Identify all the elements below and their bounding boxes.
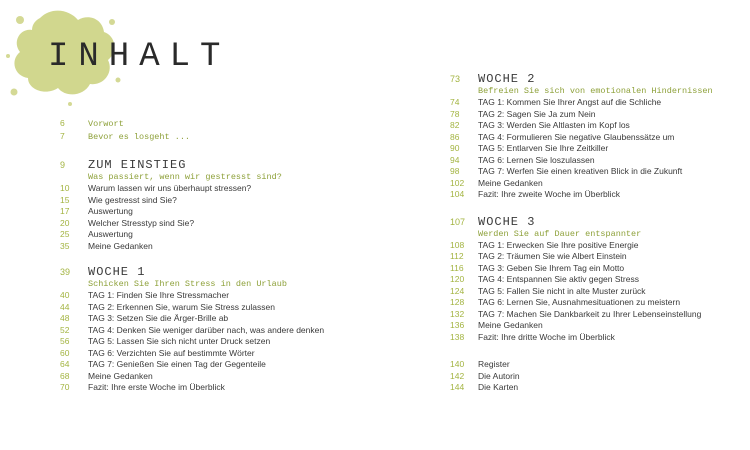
entry-label: Wie gestresst sind Sie?	[88, 194, 177, 205]
toc-entry[interactable]	[60, 131, 360, 144]
toc-entry[interactable]	[60, 371, 360, 383]
page-number: 108	[450, 239, 465, 250]
page-number: 52	[60, 324, 70, 335]
entry-label: TAG 6: Verzichten Sie auf bestimmte Wörter	[88, 347, 255, 358]
entry-label: Auswertung	[88, 229, 133, 239]
entry-label: TAG 1: Erwecken Sie Ihre positive Energie	[478, 239, 639, 250]
page-number: 56	[60, 336, 70, 346]
section-title: WOCHE 3	[478, 214, 536, 229]
entry-label: Meine Gedanken	[478, 320, 543, 330]
entry-label: TAG 3: Werden Sie Altlasten im Kopf los	[478, 120, 630, 130]
toc-entry[interactable]	[450, 120, 730, 132]
entry-label: TAG 2: Träumen Sie wie Albert Einstein	[478, 251, 627, 261]
entry-label: Meine Gedanken	[88, 240, 153, 251]
entry-label: TAG 7: Werfen Sie einen kreativen Blick in die Zukunft	[478, 166, 683, 176]
toc-left-column	[60, 118, 360, 394]
toc-entry[interactable]	[60, 218, 360, 230]
page-number: 78	[450, 108, 460, 119]
page-number: 128	[450, 297, 465, 307]
page-number: 102	[450, 177, 465, 188]
section-items	[450, 97, 730, 201]
page-number: 64	[60, 359, 70, 369]
section-heading[interactable]	[60, 158, 360, 172]
back-matter-list	[450, 359, 730, 394]
toc-entry[interactable]	[60, 183, 360, 195]
toc-right-column	[450, 72, 730, 394]
toc-entry[interactable]	[450, 263, 730, 275]
entry-label: TAG 5: Fallen Sie nicht in alte Muster zurück	[478, 285, 646, 296]
page-number: 48	[60, 313, 70, 323]
page-number: 20	[60, 217, 70, 228]
toc-entry[interactable]	[60, 325, 360, 337]
page-number: 44	[60, 301, 70, 312]
entry-label: Die Autorin	[478, 370, 520, 381]
intro-list	[60, 118, 360, 143]
toc-entry[interactable]	[450, 251, 730, 263]
toc-entry[interactable]	[450, 274, 730, 286]
page-number: 86	[450, 131, 460, 142]
page-number: 6	[60, 118, 65, 128]
toc-entry[interactable]	[60, 229, 360, 241]
page-number: 124	[450, 285, 465, 296]
page-number: 104	[450, 189, 465, 199]
toc-entry[interactable]	[450, 297, 730, 309]
toc-entry[interactable]	[60, 118, 360, 131]
entry-label: TAG 7: Genießen Sie einen Tag der Gegenteile	[88, 359, 266, 369]
toc-entry[interactable]	[60, 290, 360, 302]
toc-entry[interactable]	[60, 348, 360, 360]
page-number: 116	[450, 262, 464, 273]
page-number: 35	[60, 240, 70, 251]
page-number: 39	[60, 267, 71, 277]
toc-entry[interactable]	[60, 313, 360, 325]
section-woche-1	[60, 265, 360, 394]
page-number: 132	[450, 308, 465, 319]
section-subtitle: Werden Sie auf Dauer entspannter	[478, 228, 642, 239]
page-number: 138	[450, 331, 465, 342]
page-number: 73	[450, 74, 461, 84]
section-title: WOCHE 2	[478, 72, 536, 86]
toc-entry[interactable]	[450, 97, 730, 109]
toc-entry[interactable]	[450, 166, 730, 178]
toc-entry[interactable]	[450, 382, 730, 394]
page-number: 136	[450, 320, 465, 330]
page-number: 25	[60, 229, 70, 239]
entry-label: TAG 2: Sagen Sie Ja zum Nein	[478, 108, 596, 119]
section-items	[60, 183, 360, 252]
section-subtitle: Schicken Sie Ihren Stress in den Urlaub	[88, 279, 287, 289]
entry-label: TAG 3: Geben Sie Ihrem Tag ein Motto	[478, 262, 625, 273]
entry-label: Bevor es losgeht ...	[88, 131, 191, 142]
entry-label: Fazit: Ihre erste Woche im Überblick	[88, 382, 225, 392]
section-woche-2	[450, 72, 730, 201]
toc-entry[interactable]	[450, 189, 730, 201]
page-number: 15	[60, 194, 70, 205]
section-woche-3	[450, 215, 730, 344]
toc-entry[interactable]	[450, 178, 730, 190]
section-title: ZUM EINSTIEG	[88, 158, 187, 172]
page-title: INHALT	[48, 38, 231, 76]
page-number: 17	[60, 206, 70, 216]
entry-label: Meine Gedanken	[88, 370, 153, 381]
page-number: 94	[450, 154, 460, 165]
section-subtitle: Was passiert, wenn wir gestresst sind?	[88, 172, 282, 182]
page-number: 7	[60, 130, 65, 141]
entry-label: TAG 1: Kommen Sie Ihrer Angst auf die Schliche	[478, 97, 662, 107]
toc-entry[interactable]	[60, 195, 360, 207]
entry-label: TAG 4: Denken Sie weniger darüber nach, was andere denken	[88, 324, 325, 335]
toc-entry[interactable]	[450, 155, 730, 167]
entry-label: Vorwort	[88, 119, 124, 129]
toc-entry[interactable]	[450, 309, 730, 321]
page-number: 98	[450, 166, 460, 176]
toc-entry[interactable]	[450, 371, 730, 383]
entry-label: Welcher Stresstyp sind Sie?	[88, 217, 195, 228]
entry-label: TAG 5: Entlarven Sie Ihre Zeitkiller	[478, 143, 609, 153]
toc-entry[interactable]	[60, 382, 360, 394]
page-number: 82	[450, 120, 460, 130]
toc-entry[interactable]	[60, 302, 360, 314]
entry-label: Fazit: Ihre dritte Woche im Überblick	[478, 331, 615, 342]
page-number: 112	[450, 251, 464, 261]
page-number: 40	[60, 290, 70, 300]
section-zum-einstieg	[60, 158, 360, 252]
section-subtitle: Befreien Sie sich von emotionalen Hindernissen	[478, 86, 713, 96]
page-number: 144	[450, 382, 465, 392]
page-number: 70	[60, 382, 70, 392]
entry-label: TAG 1: Finden Sie Ihre Stressmacher	[88, 290, 230, 300]
page-number: 74	[450, 97, 460, 107]
toc-entry[interactable]	[450, 132, 730, 144]
entry-label: Fazit: Ihre zweite Woche im Überblick	[478, 189, 621, 199]
toc-entry[interactable]	[450, 320, 730, 332]
entry-label: Warum lassen wir uns überhaupt stressen?	[88, 183, 252, 193]
section-items	[60, 290, 360, 394]
section-items	[450, 240, 730, 344]
page-number: 140	[450, 359, 465, 369]
toc-entry[interactable]	[450, 240, 730, 252]
page-number: 107	[450, 216, 466, 227]
page-number: 68	[60, 370, 70, 381]
entry-label: TAG 6: Lernen Sie, Ausnahmesituationen zu meistern	[478, 297, 681, 307]
section-heading[interactable]	[450, 72, 730, 86]
page-number: 120	[450, 274, 465, 284]
toc-entry[interactable]	[60, 206, 360, 218]
entry-label: Die Karten	[478, 382, 519, 392]
toc-entry[interactable]	[450, 332, 730, 344]
entry-label: TAG 6: Lernen Sie loszulassen	[478, 154, 595, 165]
entry-label: Auswertung	[88, 206, 133, 216]
entry-label: TAG 4: Entspannen Sie aktiv gegen Stress	[478, 274, 639, 284]
page-number: 9	[60, 160, 66, 170]
entry-label: TAG 4: Formulieren Sie negative Glaubenssätze um	[478, 131, 675, 142]
toc-entry[interactable]	[450, 109, 730, 121]
toc-entry[interactable]	[450, 359, 730, 371]
entry-label: TAG 7: Machen Sie Dankbarkeit zu Ihrer Lebenseinstellung	[478, 308, 702, 319]
page-number: 10	[60, 183, 70, 193]
entry-label: TAG 3: Setzen Sie die Ärger-Brille ab	[88, 313, 229, 323]
page-number: 90	[450, 143, 460, 153]
section-heading[interactable]	[60, 265, 360, 279]
entry-label: Register	[478, 359, 510, 369]
toc-entry[interactable]	[60, 359, 360, 371]
toc-entry[interactable]	[60, 336, 360, 348]
section-title: WOCHE 1	[88, 265, 146, 279]
entry-label: TAG 2: Erkennen Sie, warum Sie Stress zulassen	[88, 301, 275, 312]
section-heading[interactable]	[450, 215, 730, 229]
entry-label: Meine Gedanken	[478, 177, 543, 188]
entry-label: TAG 5: Lassen Sie sich nicht unter Druck setzen	[88, 336, 271, 346]
toc-entry[interactable]	[60, 241, 360, 253]
toc-entry[interactable]	[450, 286, 730, 298]
toc-entry[interactable]	[450, 143, 730, 155]
page-number: 142	[450, 370, 465, 381]
page-number: 60	[60, 347, 70, 358]
